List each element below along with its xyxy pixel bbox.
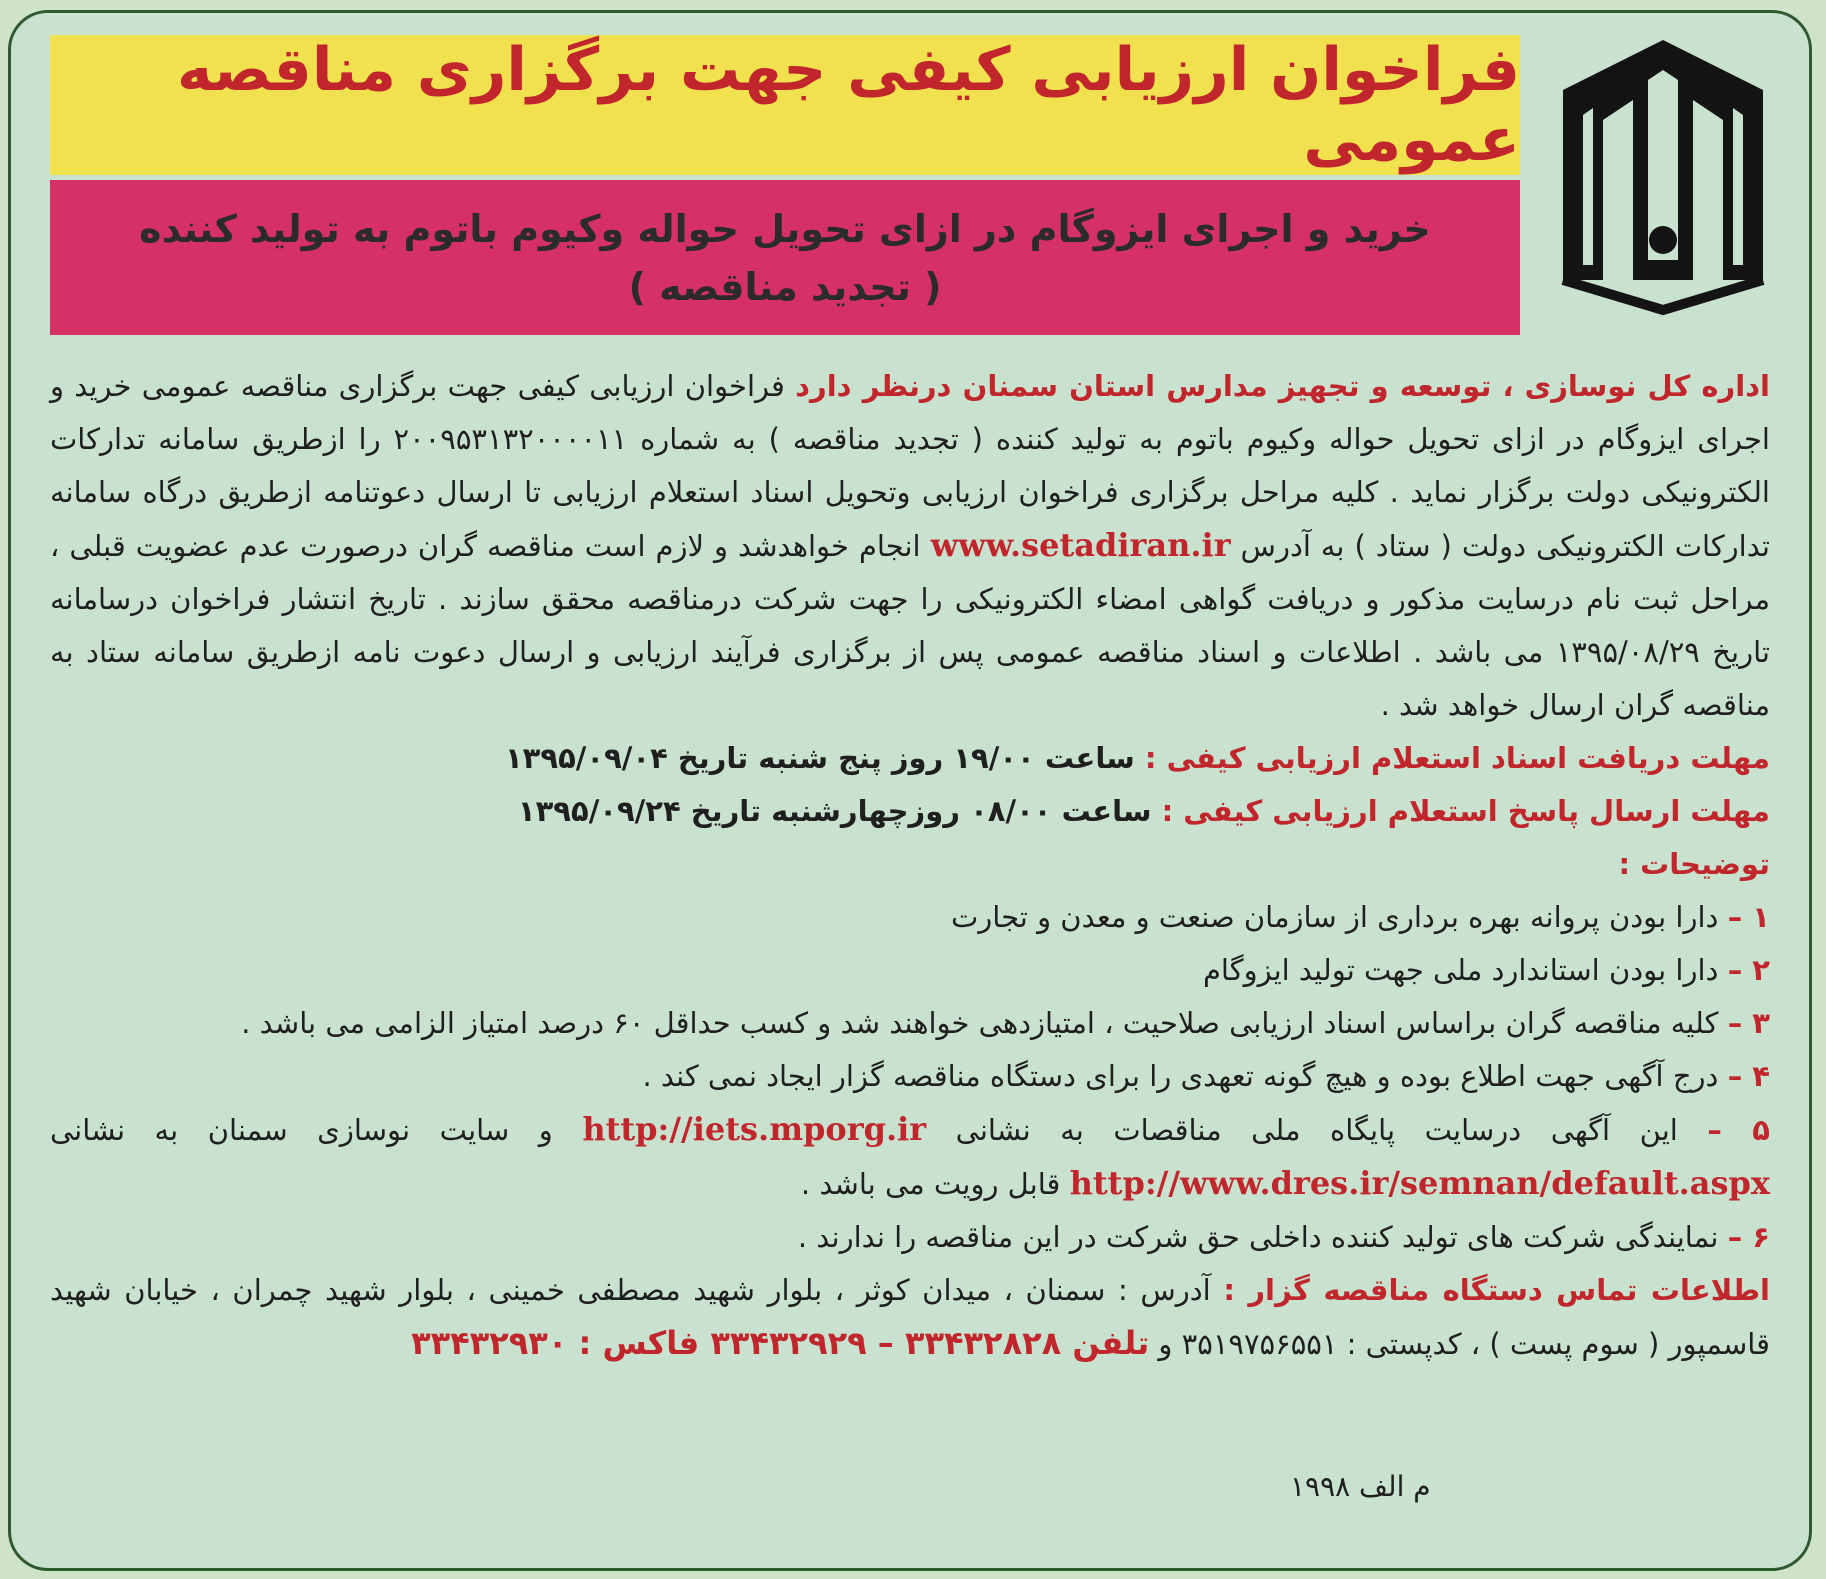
- note-item-6: [50, 1211, 1770, 1264]
- deadline-send: [50, 785, 1770, 838]
- reference-number: م الف ۱۹۹۸: [1290, 1470, 1431, 1503]
- note-text: دارا بودن پروانه بهره برداری از سازمان صنعت و معدن و تجارت: [950, 900, 1728, 934]
- page-title: فراخوان ارزیابی کیفی جهت برگزاری مناقصه عمومی: [177, 35, 1520, 175]
- note-item: [50, 1050, 1770, 1103]
- subtitle-line2: ( تجدید مناقصه ): [628, 264, 942, 309]
- note-number: ۶ –: [1727, 1220, 1770, 1254]
- notes-title: توضیحات :: [1618, 847, 1770, 881]
- deadline-receive: [50, 732, 1770, 785]
- deadline-send-value: ساعت ۰۸/۰۰ روزچهارشنبه تاریخ ۱۳۹۵/۰۹/۲۴: [517, 794, 1162, 828]
- intro-text-1: فراخوان ارزیابی کیفی جهت برگزاری مناقصه عمومی خرید و اجرای ایزوگام در ازای تحویل حواله وکیوم باتوم به تولید کننده ( تجدید مناقصه ) به شماره ۲۰۰۹۵۳۱۳۲۰۰۰۰۱۱ را ازطریق سامانه تدارکات الکترونیکی دولت برگزار نماید . کلیه مراحل برگزاری فراخوان ارزیابی وتحویل اسناد استعلام ارزیابی تا ارسال دعوتنامه ازطریق درگاه سامانه تدارکات الکترونیکی دولت ( ستاد ) به آدرس: [50, 369, 1770, 563]
- note-text: درج آگهی جهت اطلاع بوده و هیچ گونه تعهدی را برای دستگاه مناقصه گزار ایجاد نمی کند .: [642, 1059, 1728, 1093]
- setadiran-link[interactable]: www.setadiran.ir: [930, 526, 1231, 564]
- note-item: [50, 944, 1770, 997]
- organization-name: اداره کل نوسازی ، توسعه و تجهیز مدارس استان سمنان درنظر دارد: [795, 369, 1770, 403]
- note-number: ۱ –: [1727, 900, 1770, 934]
- note-text: دارا بودن استاندارد ملی جهت تولید ایزوگام: [1202, 953, 1728, 987]
- note-item-5: [50, 1103, 1770, 1211]
- deadline-send-label: مهلت ارسال پاسخ استعلام ارزیابی کیفی :: [1161, 794, 1770, 828]
- contact-info: [50, 1264, 1770, 1371]
- title-banner: [50, 35, 1520, 175]
- dres-semnan-link[interactable]: http://www.dres.ir/semnan/default.aspx: [1069, 1164, 1770, 1202]
- note-item: [50, 997, 1770, 1050]
- subtitle-line1: خرید و اجرای ایزوگام در ازای تحویل حواله وکیوم باتوم به تولید کننده: [139, 206, 1431, 251]
- intro-paragraph: [50, 360, 1770, 732]
- note-number: ۳ –: [1727, 1006, 1770, 1040]
- note-number: ۴ –: [1727, 1059, 1770, 1093]
- note-text: قابل رویت می باشد .: [800, 1167, 1070, 1201]
- note-text: و سایت نوسازی سمنان به نشانی: [50, 1113, 583, 1147]
- contact-address: آدرس : سمنان ، میدان کوثر ، بلوار شهید مصطفی خمینی ، بلوار شهید چمران ، خیابان شهید قاسمپور ( سوم پست ) ، کدپستی : ۳۵۱۹۷۵۶۵۵۱ و: [50, 1273, 1770, 1361]
- deadline-receive-label: مهلت دریافت اسناد استعلام ارزیابی کیفی :: [1144, 741, 1770, 775]
- notice-body: [50, 360, 1770, 1371]
- intro-text-2: انجام خواهدشد و لازم است مناقصه گران درصورت عدم عضویت قبلی ، مراحل ثبت نام درسایت مذکور و دریافت گواهی امضاء الکترونیکی را جهت شرکت درمناقصه محقق سازند . تاریخ انتشار فراخوان درسامانه تاریخ ۱۳۹۵/۰۸/۲۹ می باشد . اطلاعات و اسناد مناقصه عمومی پس از برگزاری فرآیند ارزیابی و ارسال دعوت نامه ازطریق سامانه ستاد به مناقصه گران ارسال خواهد شد .: [50, 529, 1771, 722]
- education-ministry-logo-icon: [1548, 30, 1778, 320]
- iets-link[interactable]: http://iets.mporg.ir: [582, 1110, 927, 1148]
- note-text: نمایندگی شرکت های تولید کننده داخلی حق شرکت در این مناقصه را ندارند .: [797, 1220, 1728, 1254]
- deadline-receive-value: ساعت ۱۹/۰۰ روز پنج شنبه تاریخ ۱۳۹۵/۰۹/۰۴: [504, 741, 1145, 775]
- note-number: ۵ –: [1707, 1113, 1770, 1147]
- contact-phones: تلفن ۳۳۴۳۲۸۲۸ – ۳۳۴۳۲۹۲۹ فاکس : ۳۳۴۳۲۹۳۰: [411, 1324, 1150, 1362]
- note-number: ۲ –: [1727, 953, 1770, 987]
- note-item: [50, 891, 1770, 944]
- note-text: کلیه مناقصه گران براساس اسناد ارزیابی صلاحیت ، امتیازدهی خواهند شد و کسب حداقل ۶۰ درصد امتیاز الزامی می باشد .: [241, 1006, 1728, 1040]
- subtitle-banner: [50, 180, 1520, 335]
- contact-label: اطلاعات تماس دستگاه مناقصه گزار :: [1223, 1273, 1770, 1307]
- note-text: این آگهی درسایت پایگاه ملی مناقصات به نشانی: [926, 1113, 1708, 1147]
